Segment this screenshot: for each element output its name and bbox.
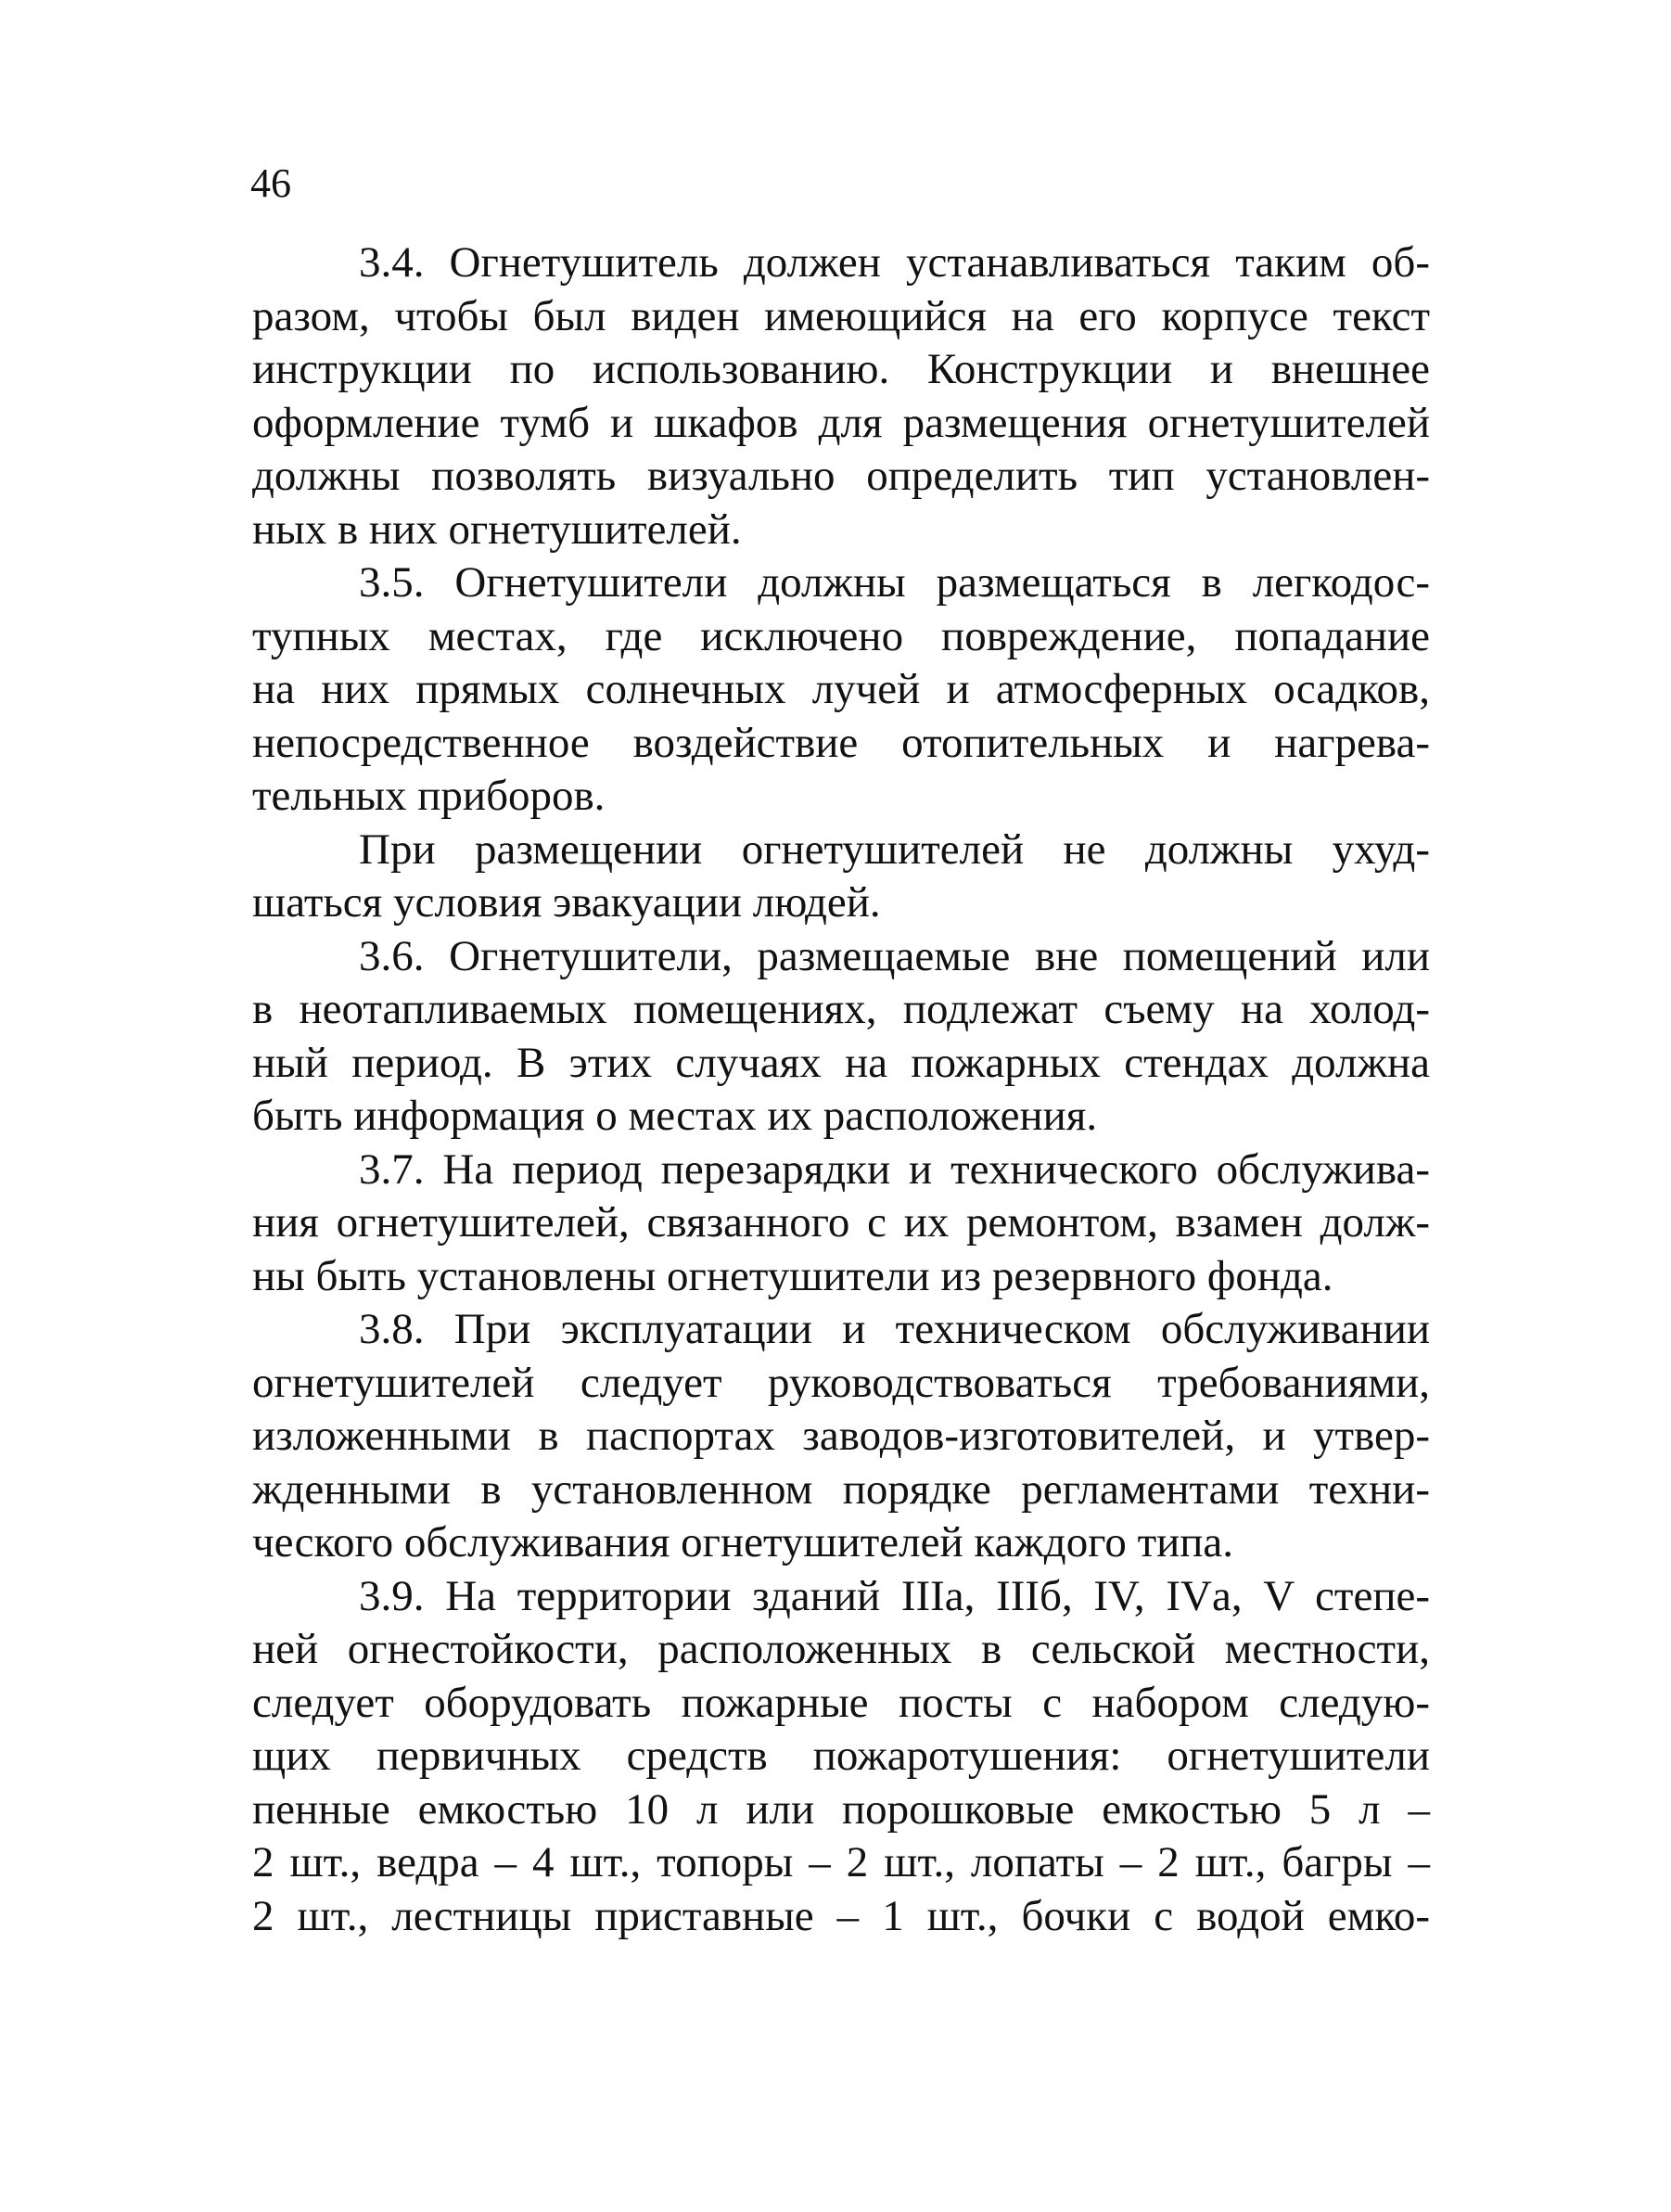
text-line: ны быть установлены огнетушители из резервного фонда. — [252, 1251, 1333, 1300]
text-line: изложенными в паспортах заводов-изготовителей, и утвер- — [252, 1412, 1430, 1460]
text-line: ческого обслуживания огнетушителей каждого типа. — [252, 1518, 1234, 1566]
text-line: тупных местах, где исключено повреждение, попадание — [252, 611, 1430, 660]
text-line: должны позволять визуально определить тип установлен- — [252, 452, 1430, 500]
text-line: в неотапливаемых помещениях, подлежат съему на холод- — [252, 985, 1430, 1033]
text-line: на них прямых солнечных лучей и атмосферных осадков, — [252, 665, 1430, 713]
text-line: шаться условия эвакуации людей. — [252, 878, 881, 927]
text-line: 3.6. Огнетушители, размещаемые вне помещений или — [359, 931, 1430, 980]
text-line: оформление тумб и шкафов для размещения огнетушителей — [252, 398, 1430, 447]
page-number: 46 — [250, 160, 291, 206]
text-line: 3.4. Огнетушитель должен устанавливаться таким об- — [359, 238, 1430, 287]
text-line: тельных приборов. — [252, 772, 606, 820]
text-line: быть информация о местах их расположения. — [252, 1092, 1098, 1140]
text-line: следует оборудовать пожарные посты с набором следую- — [252, 1678, 1430, 1727]
text-line: При размещении огнетушителей не должны ухуд- — [359, 825, 1430, 874]
text-line: ней огнестойкости, расположенных в сельской местности, — [252, 1625, 1430, 1673]
body-text — [252, 237, 1430, 1943]
text-line: инструкции по использованию. Конструкции и внешнее — [252, 345, 1430, 393]
text-line: разом, чтобы был виден имеющийся на его корпусе текст — [252, 291, 1430, 340]
text-line: ных в них огнетушителей. — [252, 505, 742, 554]
text-line: 3.5. Огнетушители должны размещаться в легкодос- — [359, 558, 1430, 607]
text-line: жденными в установленном порядке регламентами техни- — [252, 1464, 1430, 1514]
text-line: ния огнетушителей, связанного с их ремонтом, взамен долж- — [252, 1198, 1430, 1247]
text-line: щих первичных средств пожаротушения: огнетушители — [252, 1732, 1430, 1780]
text-line: 2 шт., ведра – 4 шт., топоры – 2 шт., лопаты – 2 шт., багры – — [252, 1838, 1430, 1886]
text-line: 2 шт., лестницы приставные – 1 шт., бочки с водой емко- — [252, 1891, 1430, 1940]
text-line: 3.7. На период перезарядки и технического обслужива- — [359, 1144, 1430, 1194]
text-line: пенные емкостью 10 л или порошковые емкостью 5 л – — [252, 1784, 1430, 1834]
text-line: 3.8. При эксплуатации и техническом обслуживании — [359, 1305, 1430, 1353]
text-line: ный период. В этих случаях на пожарных стендах должна — [252, 1038, 1430, 1087]
text-line: 3.9. На территории зданий IIIа, IIIб, IV, IVа, V степе- — [359, 1571, 1430, 1620]
text-line: огнетушителей следует руководствоваться требованиями, — [252, 1358, 1430, 1407]
text-line: непосредственное воздействие отопительных и нагрева- — [252, 718, 1430, 767]
